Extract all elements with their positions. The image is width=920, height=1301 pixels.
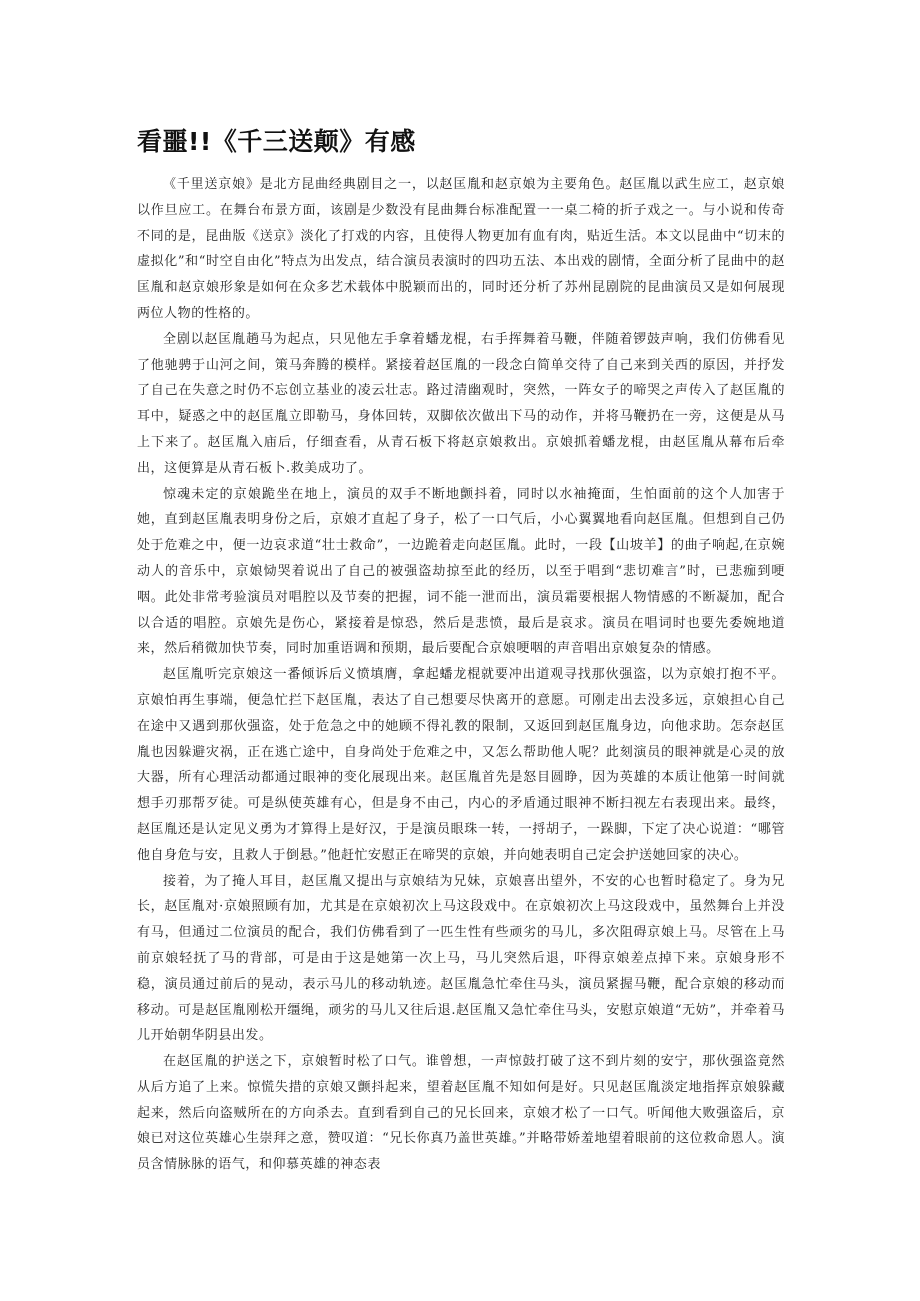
paragraph-mounting: 接着，为了掩人耳目，赵匡胤又提出与京娘结为兄妹，京娘喜出望外，不安的心也暂时稳定了。身为兄长，赵匡胤对·京娘照顾有加，尤其是在京娘初次上马这段戏中。在京娘初次上马这段戏中，虽然舞台上并没有马，但通过二位演员的配合，我们仿佛看到了一匹生性有些顽劣的马儿，多次阻碍京娘上马。尽管在上马前京娘轻抚了马的背部，可是由于这是她第一次上马，马儿突然后退，吓得京娘差点掉下来。京娘身形不稳，演员通过前后的晃动，表示马儿的移动轨迹。赵匡胤急忙牵住马头，演员紧握马鞭，配合京娘的移动而移动。可是赵匡胤刚松开缰绳，顽劣的马儿又往后退.赵匡胤又急忙牵住马头，安慰京娘道“无妨”，并牵着马儿开始朝华阴县出发。 xyxy=(137,873,785,1044)
paragraph-plea: 惊魂未定的京娘跪坐在地上，演员的双手不断地颤抖着，同时以水袖掩面，生怕面前的这个人加害于她，直到赵匡胤表明身份之后，京娘才直起了身子，松了一口气后，小心翼翼地看向赵匡胤。但想到自己仍处于危难之中，便一边哀求道“壮士救命”，一边跪着走向赵匡胤。此时，一段【山坡羊】的曲子响起,在京婉动人的音乐中，京娘恸哭着说出了自己的被强盗劫掠至此的经历，以至于唱到“悲切难言”时，已悲痂到哽咽。此处非常考验演员对唱腔以及节奏的把握，词不能一泄而出，演员霜要根据人物情感的不断凝加，配合以合适的唱腔。京娘先是伤心，紧接着是惊恐，然后是悲愤，最后是哀求。演员在唱词时也要先委婉地道来，然后稍微加快节奏，同时加重语调和预期，最后要配合京娘哽咽的声音唱出京娘复杂的情感。 xyxy=(137,486,785,657)
paragraph-pursuit: 在赵匡胤的护送之下，京娘暂时松了口气。谁曾想，一声惊鼓打破了这不到片刻的安宁，那伙强盗竟然从后方追了上来。惊慌失措的京娘又颤抖起来，望着赵匡胤不知如何是好。只见赵匡胤淡定地指挥京娘躲藏起来，然后向盗贼所在的方向杀去。直到看到自己的兄长回来，京娘才松了一口气。听闻他大败强盗后，京娘已对这位英雄心生崇拜之意，赞叹道：“兄长你真乃盖世英雄。”并略带娇羞地望着眼前的这位救命恩人。演员含情脉脉的语气，和仰慕英雄的神态表 xyxy=(137,1054,785,1173)
document-title: 看噩!!《千三送颠》有感 xyxy=(137,127,416,156)
paragraph-decision: 赵匡胤听完京娘这一番倾诉后义愤填膺，拿起蟠龙棍就要冲出道观寻找那伙强盗，以为京娘打抱不平。京娘怕再生事端，便急忙拦下赵匡胤，表达了自己想要尽快离开的意愿。可刚走出去没多远，京娘担心自己在途中又遇到那伙强盗，处于危急之中的她顾不得礼教的限制，又返回到赵匡胤身边，向他求助。怎奈赵匡胤也因躲避灾祸，正在逃亡途中，自身尚处于危难之中，又怎么帮助他人呢？此刻演员的眼神就是心灵的放大器，所有心理活动都通过眼神的变化展现出来。赵匡胤首先是怒目圆睁，因为英雄的本质让他第一时间就想手刃那帮歹徒。可是纵使英雄有心，但是身不由己，内心的矛盾通过眼神不断扫视左右表现出来。最终，赵匡胤还是认定见义勇为才算得上是好汉，于是演员眼珠一转，一捋胡子，一跺脚，下定了决心说道：“哪管他自身危与安，且救人于倒悬。”他赶忙安慰正在啼哭的京娘，并向她表明自己定会护送她回家的决心。 xyxy=(137,667,785,863)
document-body xyxy=(137,172,785,1178)
paragraph-rescue: 全剧以赵匡胤趟马为起点，只见他左手拿着蟠龙棍，右手挥舞着马鞭，伴随着锣鼓声响，我们仿佛看见了他驰骋于山河之间，策马奔腾的模样。紧接着赵匡胤的一段念白简单交待了自己来到关西的原因，并抒发了自己在失意之时仍不忘创立基业的凌云壮志。路过清幽观时，突然，一阵女子的啼哭之声传入了赵匡胤的耳中，疑惑之中的赵匡胤立即勒马，身体回转，双脚依次做出下马的动作，并将马鞭扔在一旁，这便是从马上下来了。赵匡胤入庙后，仔细查看，从青石板下将赵京娘救出。京娘抓着蟠龙棍，由赵匡胤从幕布后牵出，这便算是从青石板卜.救美成功了。 xyxy=(137,331,785,476)
paragraph-intro: 《千里送京娘》是北方昆曲经典剧目之一，以赵匡胤和赵京娘为主要角色。赵匡胤以武生应工，赵京娘以作旦应工。在舞台布景方面，该剧是少数没有昆曲舞台标准配置一一桌二椅的折子戏之一。与小说和传奇不同的是，昆曲版《送京》淡化了打戏的内容，且使得人物更加有血有肉，贴近生活。本文以昆曲中“切末的虚拟化”和“时空自由化”特点为出发点，结合演员表演时的四功五法、本出戏的剧情，全面分析了昆曲中的赵匡胤和赵京娘形象是如何在众多艺术载体中脱颖而出的，同时还分析了苏州昆剧院的昆曲演员又是如何展现两位人物的性格的。 xyxy=(137,177,785,321)
